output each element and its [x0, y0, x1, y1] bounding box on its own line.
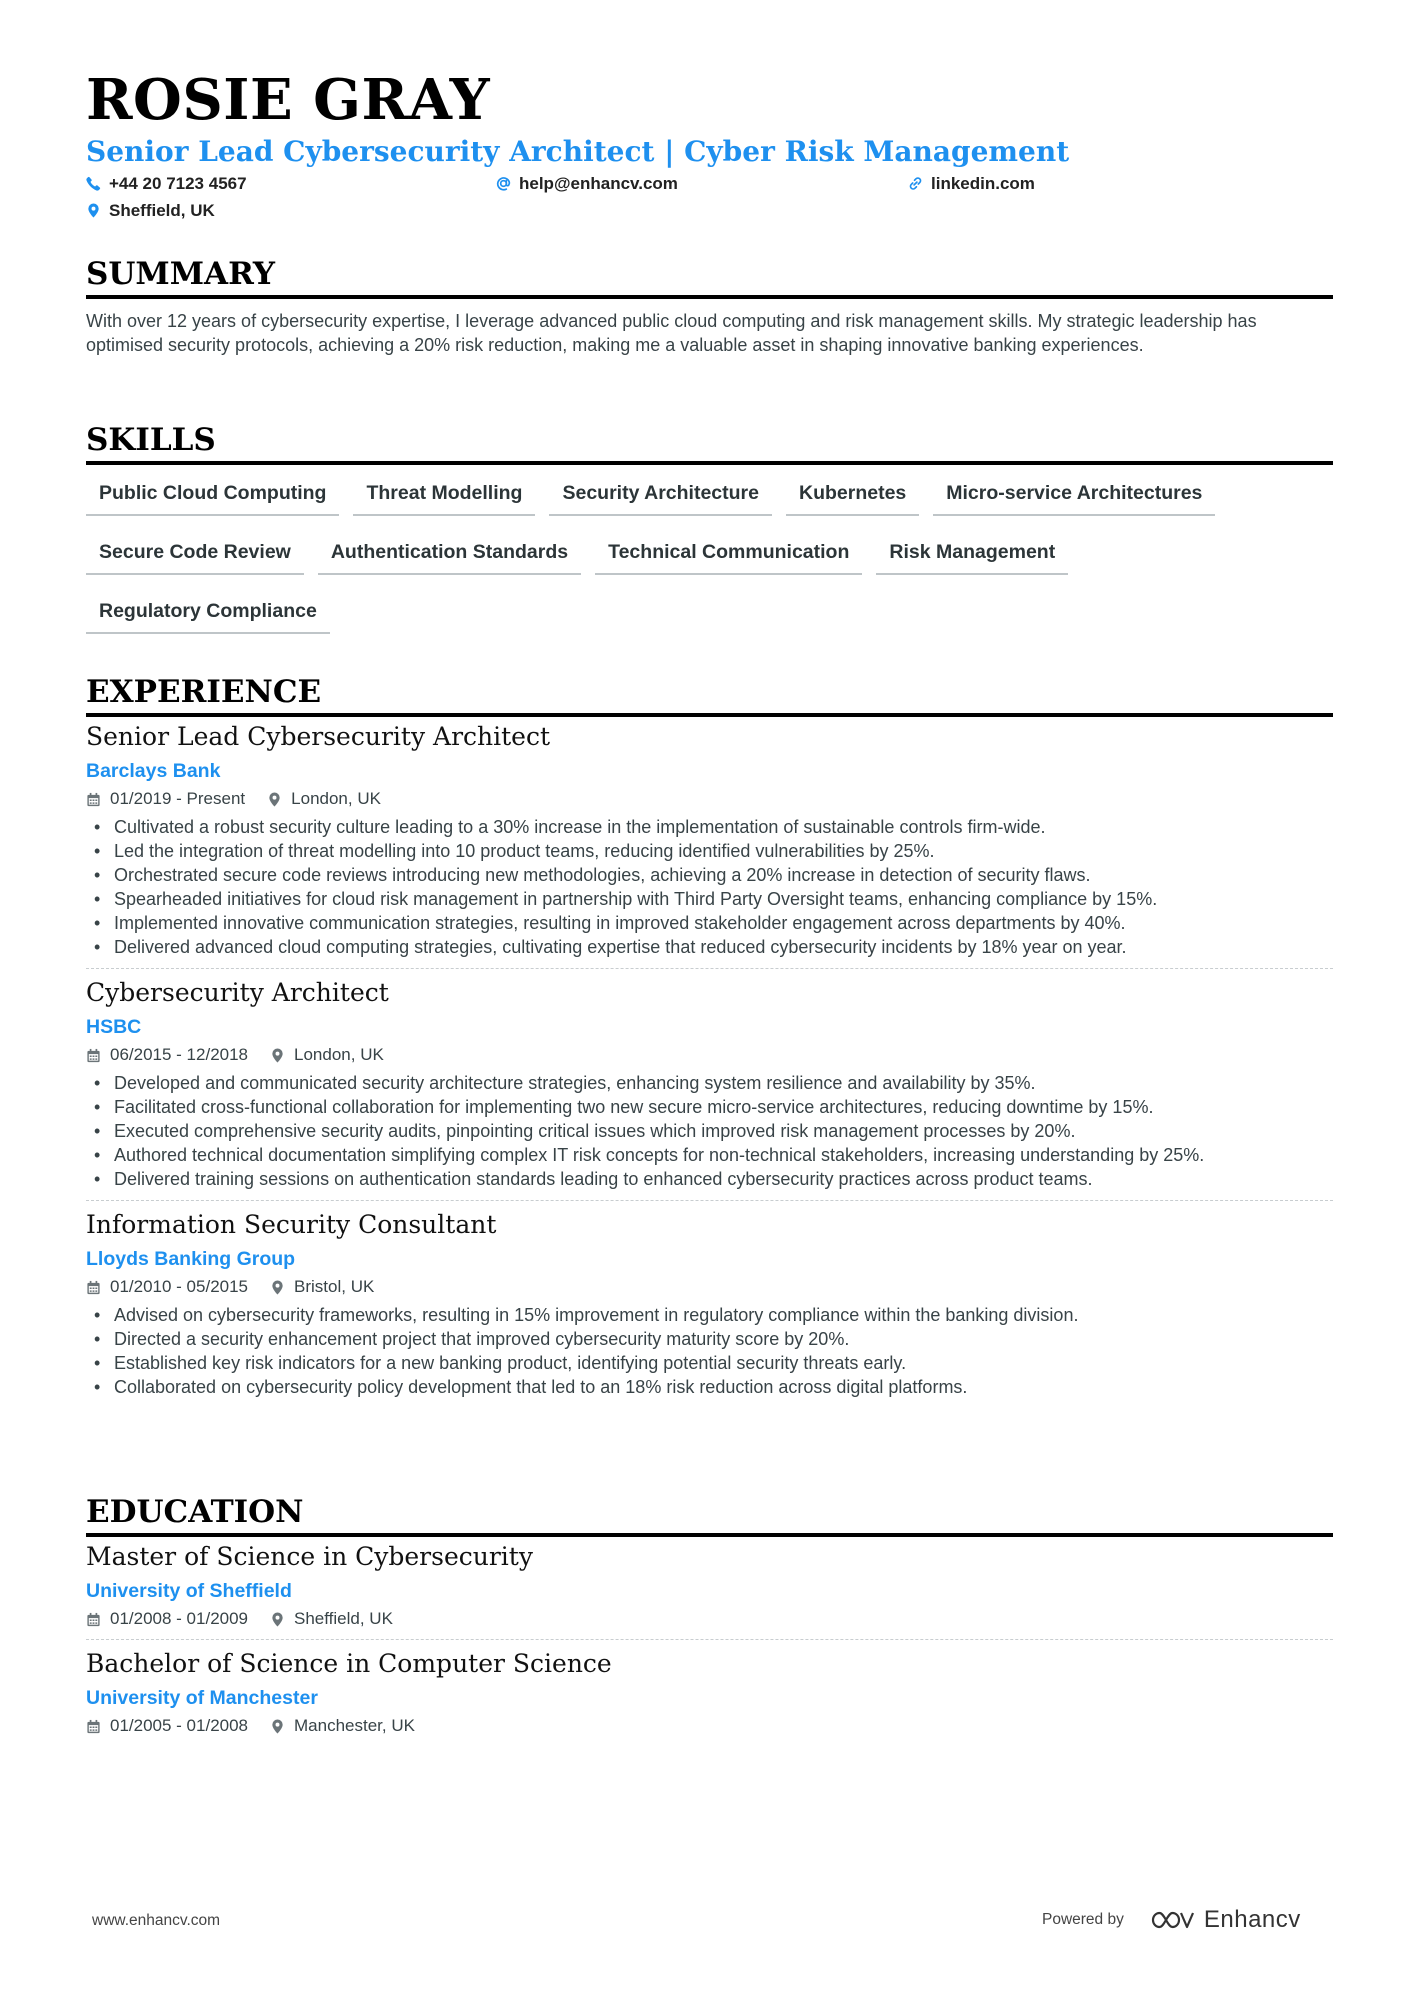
phone-text: +44 20 7123 4567: [109, 173, 247, 193]
bullet-item: • Developed and communicated security architecture strategies, enhancing system resilience and availability by 35%.: [86, 1071, 1333, 1095]
job-location: London, UK: [270, 1044, 384, 1066]
contact-email[interactable]: [496, 174, 678, 194]
skill-tag: Secure Code Review: [86, 536, 304, 575]
headline: Senior Lead Cybersecurity Architect | Cyber Risk Management: [86, 134, 1070, 168]
calendar-icon: [86, 1612, 101, 1627]
job-bullets: [86, 1303, 1333, 1399]
job-bullets: [86, 1071, 1333, 1191]
bullet-item: • Delivered advanced cloud computing strategies, cultivating expertise that reduced cybersecurity incidents by 18% year on year.: [86, 935, 1333, 959]
job-title: Cybersecurity Architect: [86, 978, 389, 1008]
brand-name: Enhancv: [1203, 1906, 1301, 1933]
location-pin-icon: [270, 1719, 285, 1734]
job-entry: [86, 977, 1333, 1200]
summary-heading: SUMMARY: [86, 256, 1333, 299]
school-name: University of Manchester: [86, 1687, 318, 1710]
location-pin-icon: [270, 1280, 285, 1295]
job-entry: [86, 1209, 1333, 1399]
skill-tag: Risk Management: [876, 536, 1068, 575]
skill-tag: Technical Communication: [595, 536, 862, 575]
calendar-icon: [86, 1048, 101, 1063]
education-heading: EDUCATION: [86, 1494, 1333, 1537]
brand-logo[interactable]: [1150, 1906, 1301, 1934]
skills-list: [86, 477, 1333, 634]
resume-page: [86, 67, 1333, 1736]
school-name: University of Sheffield: [86, 1580, 292, 1603]
summary-text: With over 12 years of cybersecurity expertise, I leverage advanced public cloud computing and risk management skills. My strategic leadership has optimised security protocols, achieving a 20% risk reduction, making me a valuable asset in shaping innovative banking experiences.: [86, 311, 1257, 356]
bullet-item: • Executed comprehensive security audits, pinpointing critical issues which improved risk management processes by 20%.: [86, 1119, 1333, 1143]
contact-linkedin[interactable]: [908, 174, 1035, 194]
bullet-item: • Implemented innovative communication strategies, resulting in improved stakeholder engagement across departments by 40%.: [86, 911, 1333, 935]
bullet-item: • Facilitated cross-functional collaboration for implementing two new secure micro-service architectures, reducing downtime by 15%.: [86, 1095, 1333, 1119]
job-title: Information Security Consultant: [86, 1210, 497, 1240]
education-meta: [86, 1608, 1333, 1630]
location-pin-icon: [270, 1612, 285, 1627]
contact-phone[interactable]: [86, 174, 247, 194]
entry-divider: [86, 968, 1333, 969]
contact-info: [86, 174, 1333, 226]
date-range: 01/2008 - 01/2009: [86, 1608, 248, 1630]
bullet-item: • Spearheaded initiatives for cloud risk management in partnership with Third Party Oversight teams, enhancing compliance by 15%.: [86, 887, 1333, 911]
bullet-item: • Delivered training sessions on authentication standards leading to enhanced cybersecurity practices across product teams.: [86, 1167, 1333, 1191]
email-text: help@enhancv.com: [519, 173, 678, 193]
skills-section: [86, 422, 1333, 634]
calendar-icon: [86, 792, 101, 807]
skills-heading: SKILLS: [86, 422, 1333, 465]
location-text: Sheffield, UK: [109, 200, 215, 220]
company-name: HSBC: [86, 1016, 142, 1039]
footer-website[interactable]: www.enhancv.com: [92, 1912, 221, 1929]
skill-tag: Regulatory Compliance: [86, 595, 330, 634]
contact-location: [86, 201, 215, 221]
education-entry: [86, 1541, 1333, 1639]
location-pin-icon: [270, 1048, 285, 1063]
linkedin-text: linkedin.com: [931, 173, 1035, 193]
enhancv-logo-icon: [1150, 1908, 1196, 1932]
experience-section: [86, 674, 1333, 1399]
location-pin-icon: [267, 792, 282, 807]
calendar-icon: [86, 1719, 101, 1734]
skill-tag: Kubernetes: [786, 477, 919, 516]
skill-tag: Threat Modelling: [353, 477, 535, 516]
powered-by-text: Powered by: [1042, 1911, 1124, 1928]
at-sign-icon: [496, 176, 511, 191]
company-name: Lloyds Banking Group: [86, 1248, 296, 1271]
job-meta: [86, 1276, 1333, 1298]
calendar-icon: [86, 1280, 101, 1295]
date-range: 06/2015 - 12/2018: [86, 1044, 248, 1066]
job-title: Senior Lead Cybersecurity Architect: [86, 722, 551, 752]
bullet-item: • Advised on cybersecurity frameworks, resulting in 15% improvement in regulatory compliance within the banking division.: [86, 1303, 1333, 1327]
link-icon: [908, 176, 923, 191]
candidate-name: ROSIE GRAY: [86, 67, 491, 133]
footer-branding: [1042, 1906, 1301, 1934]
job-entry: [86, 721, 1333, 968]
company-name: Barclays Bank: [86, 760, 221, 783]
job-location: Bristol, UK: [270, 1276, 374, 1298]
bullet-item: • Collaborated on cybersecurity policy development that led to an 18% risk reduction across digital platforms.: [86, 1375, 1333, 1399]
date-range: 01/2010 - 05/2015: [86, 1276, 248, 1298]
experience-heading: EXPERIENCE: [86, 674, 1333, 717]
bullet-item: • Orchestrated secure code reviews introducing new methodologies, achieving a 20% increase in detection of security flaws.: [86, 863, 1333, 887]
education-location: Manchester, UK: [270, 1715, 415, 1737]
entry-divider: [86, 1639, 1333, 1640]
bullet-item: • Authored technical documentation simplifying complex IT risk concepts for non-technical stakeholders, increasing understanding by 25%.: [86, 1143, 1333, 1167]
location-pin-icon: [86, 203, 101, 218]
date-range: 01/2005 - 01/2008: [86, 1715, 248, 1737]
skill-tag: Public Cloud Computing: [86, 477, 339, 516]
skill-tag: Security Architecture: [549, 477, 772, 516]
job-location: London, UK: [267, 788, 381, 810]
job-bullets: [86, 815, 1333, 959]
degree-title: Master of Science in Cybersecurity: [86, 1542, 533, 1572]
education-location: Sheffield, UK: [270, 1608, 393, 1630]
job-meta: [86, 1044, 1333, 1066]
education-meta: [86, 1715, 1333, 1737]
summary-section: [86, 256, 1333, 357]
entry-divider: [86, 1200, 1333, 1201]
date-range: 01/2019 - Present: [86, 788, 245, 810]
bullet-item: • Cultivated a robust security culture leading to a 30% increase in the implementation of sustainable controls firm-wide.: [86, 815, 1333, 839]
bullet-item: • Established key risk indicators for a new banking product, identifying potential security threats early.: [86, 1351, 1333, 1375]
phone-icon: [86, 176, 101, 191]
skill-tag: Micro-service Architectures: [933, 477, 1215, 516]
education-entry: [86, 1648, 1333, 1737]
bullet-item: • Led the integration of threat modelling into 10 product teams, reducing identified vulnerabilities by 25%.: [86, 839, 1333, 863]
bullet-item: • Directed a security enhancement project that improved cybersecurity maturity score by 20%.: [86, 1327, 1333, 1351]
education-section: [86, 1494, 1333, 1737]
job-meta: [86, 788, 1333, 810]
degree-title: Bachelor of Science in Computer Science: [86, 1649, 612, 1679]
skill-tag: Authentication Standards: [318, 536, 581, 575]
